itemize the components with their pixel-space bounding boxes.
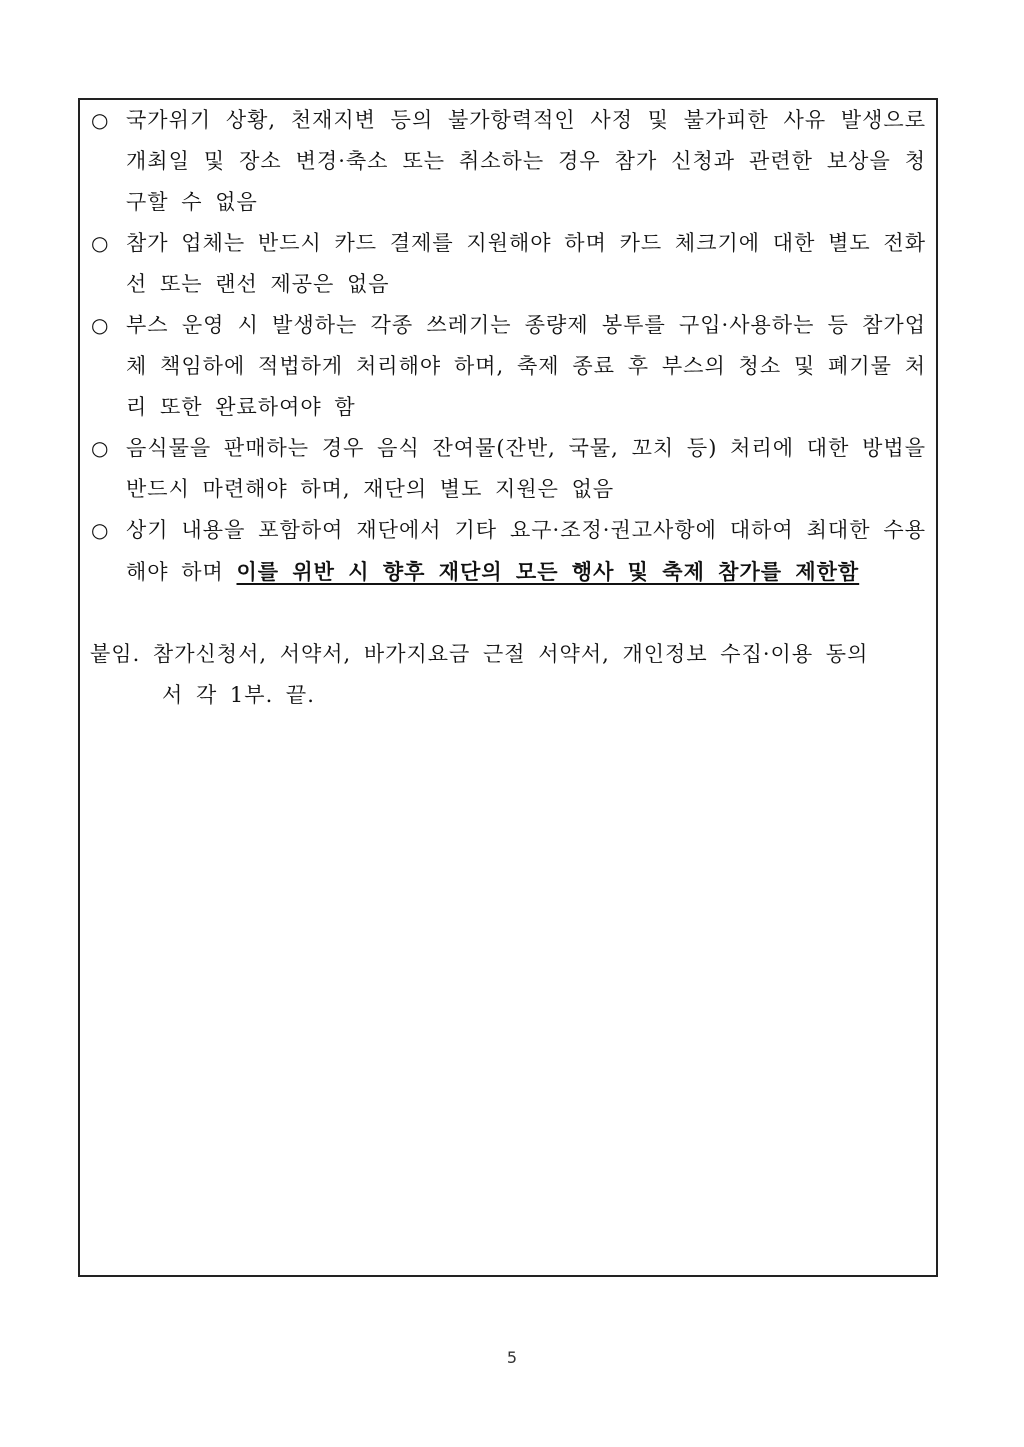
notice-content [80,100,936,716]
circle-bullet-icon: ○ [91,313,110,337]
list-item-waste-disposal [80,305,936,428]
list-item-compliance [80,510,936,593]
circle-bullet-icon: ○ [91,231,110,255]
item-text: 국가위기 상황, 천재지변 등의 불가항력적인 사정 및 불가피한 사유 발생으로 개최일 및 장소 변경·축소 또는 취소하는 경우 참가 신청과 관련한 보상을 청구할 수 없음 [126,108,926,214]
list-item-force-majeure [80,100,936,223]
circle-bullet-icon: ○ [91,518,110,542]
attachment-line-1: 붙임. 참가신청서, 서약서, 바가지요금 근절 서약서, 개인정보 수집·이용 동의 [90,642,869,666]
item-text: 부스 운영 시 발생하는 각종 쓰레기는 종량제 봉투를 구입·사용하는 등 참가업체 책임하에 적법하게 처리해야 하며, 축제 종료 후 부스의 청소 및 폐기물 처리 또한 완료하여야 함 [126,313,926,419]
item-text: 참가 업체는 반드시 카드 결제를 지원해야 하며 카드 체크기에 대한 별도 전화선 또는 랜선 제공은 없음 [126,231,926,296]
circle-bullet-icon: ○ [91,436,110,460]
attachment-line-2: 서 각 1부. 끝. [162,683,315,707]
page-number: 5 [506,1348,518,1367]
attachment-note [80,634,936,716]
list-item-food-residue [80,428,936,510]
list-item-card-payment [80,223,936,305]
notice-box [78,98,938,1277]
item-text: 상기 내용을 포함하여 재단에서 기타 요구·조정·권고사항에 대하여 최대한 수용해야 하며 [126,518,926,584]
item-text: 음식물을 판매하는 경우 음식 잔여물(잔반, 국물, 꼬치 등) 처리에 대한 방법을 반드시 마련해야 하며, 재단의 별도 지원은 없음 [126,436,926,501]
circle-bullet-icon: ○ [91,108,110,132]
emphasis-warning-text: 이를 위반 시 향후 재단의 모든 행사 및 축제 참가를 제한함 [236,559,860,584]
